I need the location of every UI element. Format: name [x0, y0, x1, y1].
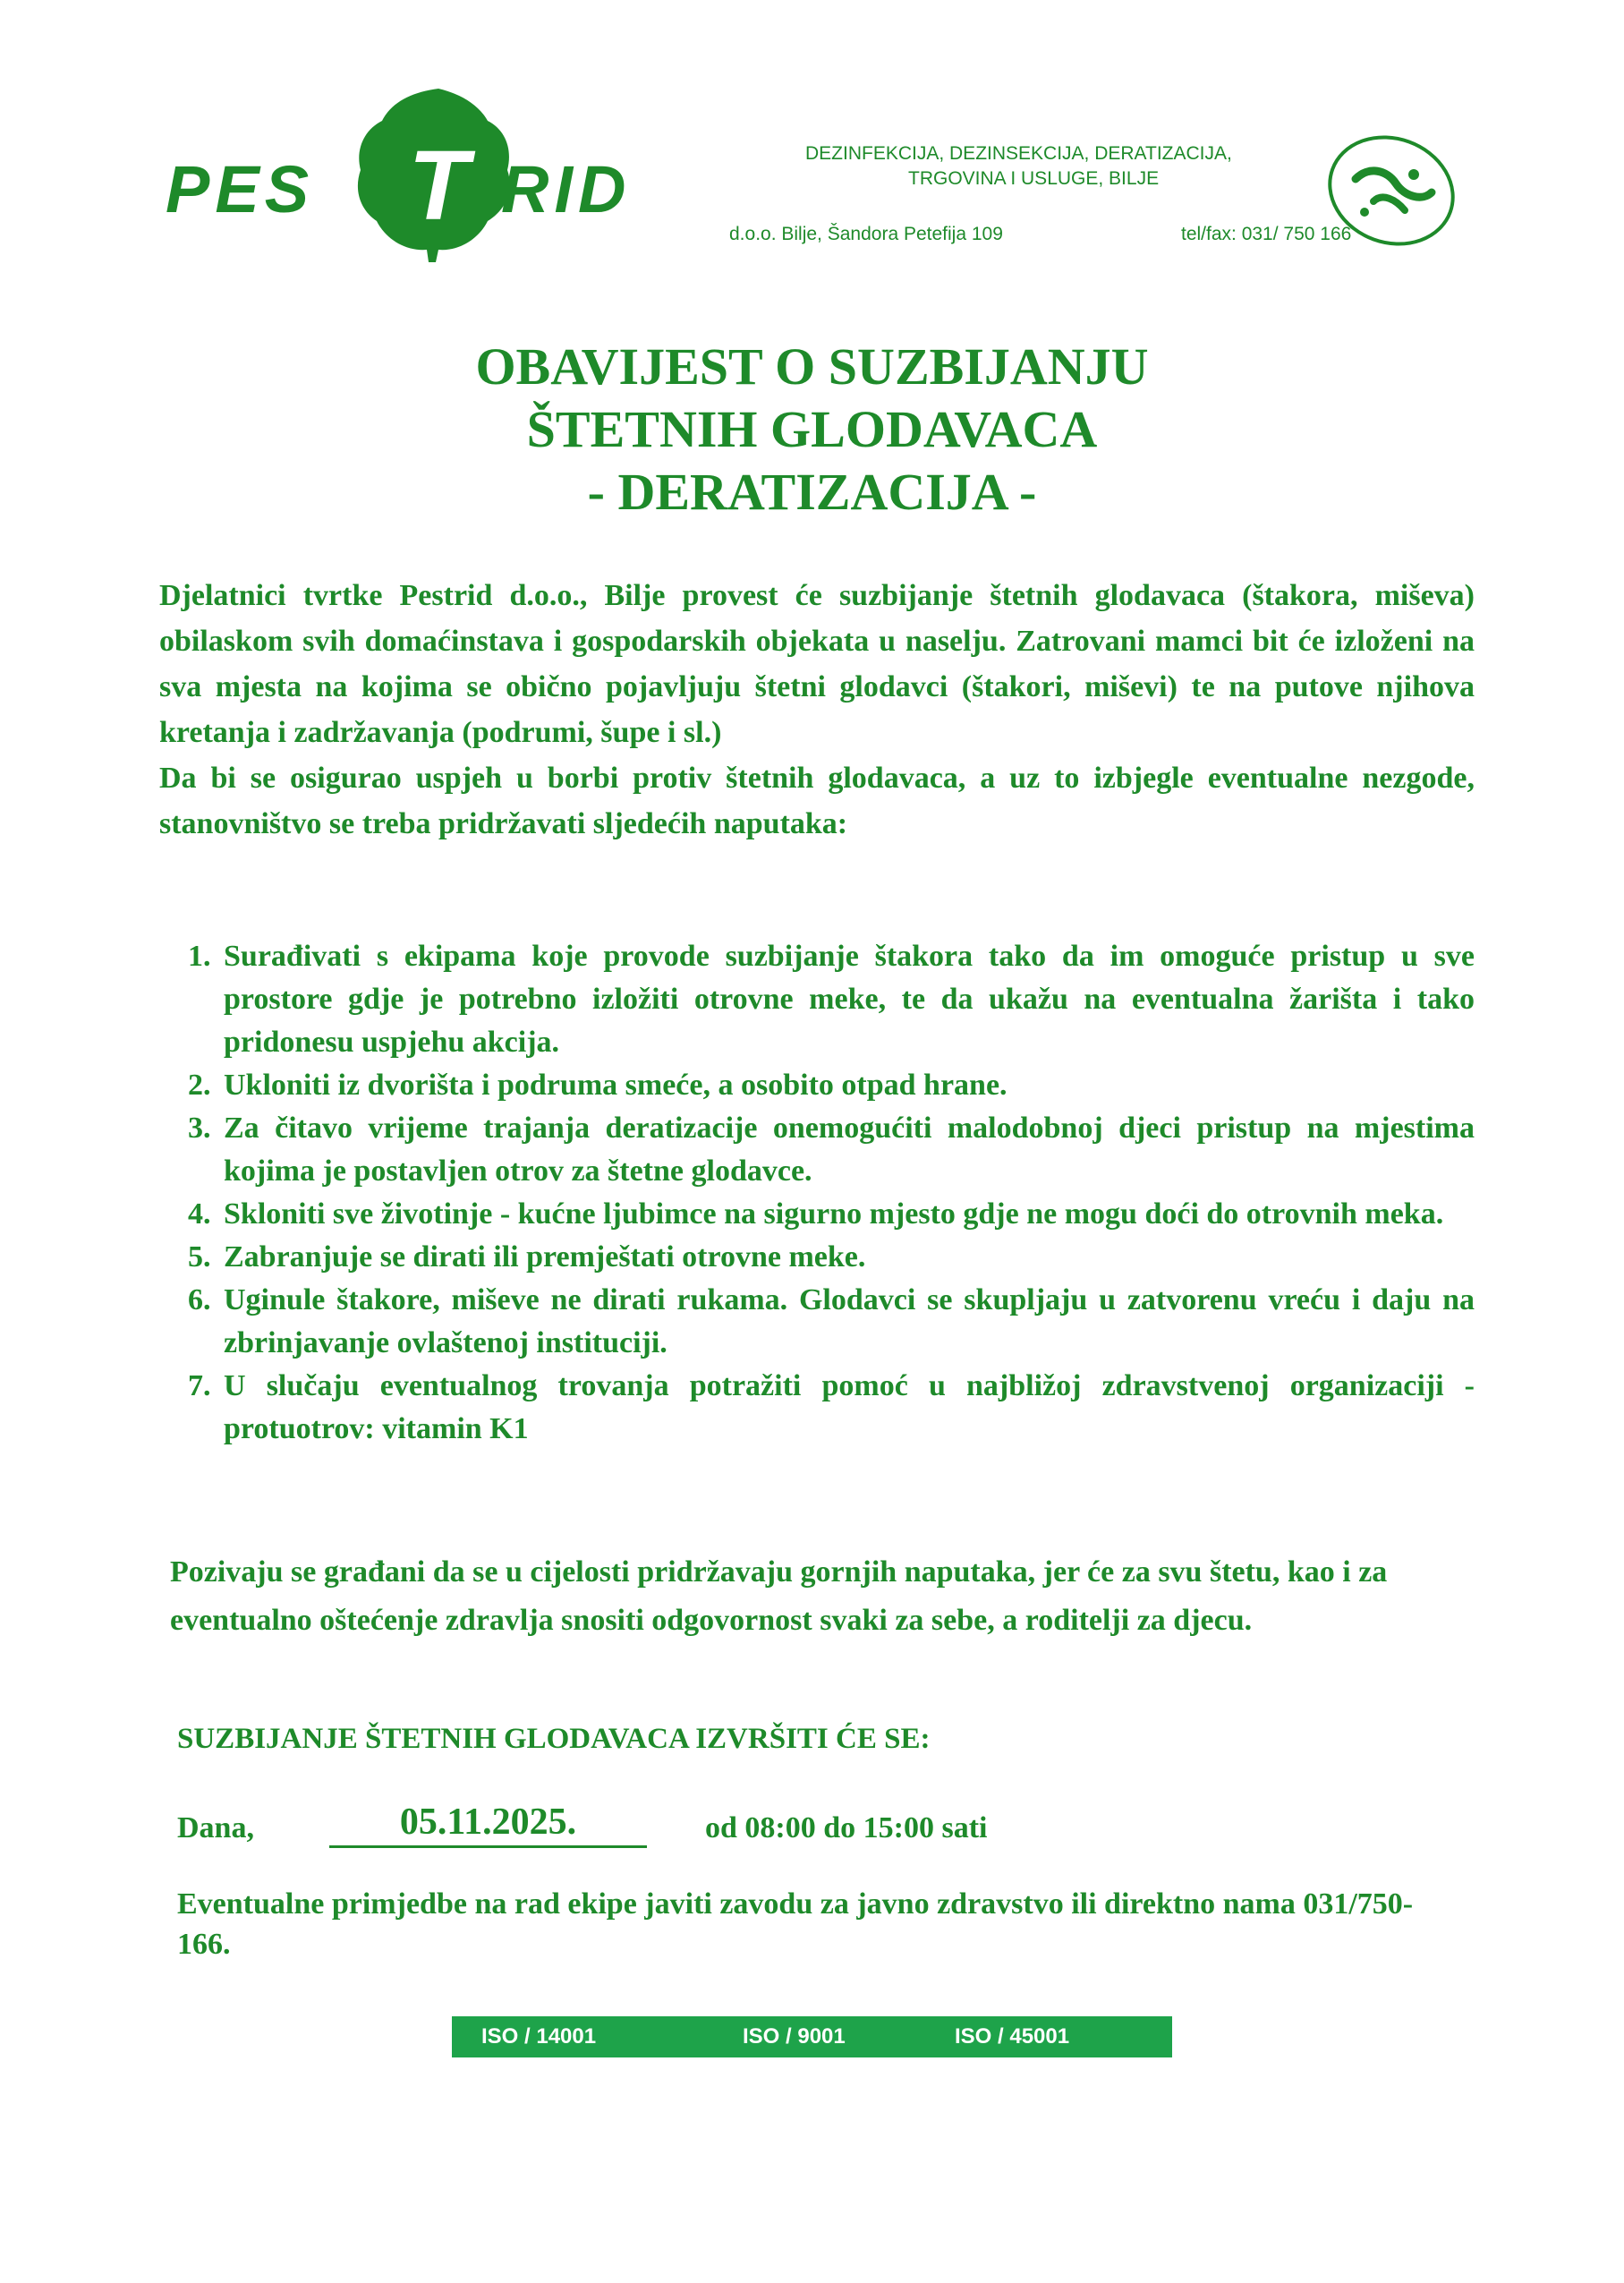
notice-title	[0, 336, 1624, 524]
list-item-number: 5.	[188, 1240, 211, 1274]
title-line-3: - DERATIZACIJA -	[587, 463, 1037, 521]
list-item-text: U slučaju eventualnog trovanja potražiti pomoć u najbližoj zdravstvenoj organizaciji - protuotrov: vitamin K1	[224, 1369, 1475, 1445]
list-item	[174, 935, 1475, 1064]
list-item-number: 7.	[188, 1369, 211, 1402]
list-item-number: 1.	[188, 940, 211, 973]
services-line-1: DEZINFEKCIJA, DEZINSEKCIJA, DERATIZACIJA,	[805, 143, 1232, 164]
list-item	[174, 1107, 1475, 1193]
logo-text-right: RID	[501, 152, 632, 226]
list-item	[174, 1064, 1475, 1107]
list-item	[174, 1236, 1475, 1279]
appeal-paragraph: Pozivaju se građani da se u cijelosti pridržavaju gornjih naputaka, jer će za svu štetu, kao i za eventualno oštećenje zdravlja snositi odgovornost svaki za sebe, a roditelji za djecu.	[170, 1555, 1388, 1637]
company-address: d.o.o. Bilje, Šandora Petefija 109	[729, 224, 1003, 244]
certification-iso-9001: ISO / 9001	[743, 2024, 846, 2049]
schedule-date-row	[177, 1799, 1251, 1853]
certification-iso-45001: ISO / 45001	[955, 2024, 1070, 2049]
intro-paragraph-1: Djelatnici tvrtke Pestrid d.o.o., Bilje provest će suzbijanje štetnih glodavaca (štakora, miševa) obilaskom svih domaćinstava i gospodarskih objekata u naselju. Zatrovani mamci bit će izloženi na sva mjesta na kojima se obično pojavljuju štetni glodavci (štakori, miševi) te na putove njihova kretanja i zadržavanja (podrumi, šupe i sl.)	[159, 579, 1475, 749]
company-phone: tel/fax: 031/ 750 166	[1181, 224, 1352, 244]
list-item-number: 4.	[188, 1197, 211, 1231]
logo-letter-t	[385, 134, 492, 233]
list-item-number: 2.	[188, 1069, 211, 1102]
list-item	[174, 1365, 1475, 1451]
date-label: Dana,	[177, 1811, 254, 1844]
list-item	[174, 1279, 1475, 1365]
logo-center-letter: T	[408, 134, 469, 233]
list-item-text: Zabranjuje se dirati ili premještati otrovne meke.	[224, 1240, 866, 1274]
intro-text	[159, 573, 1475, 847]
date-value: 05.11.2025.	[329, 1799, 647, 1848]
intro-paragraph-2: Da bi se osigurao uspjeh u borbi protiv štetnih glodavaca, a uz to izbjegle eventualne nezgode, stanovništvo se treba pridržavati sljedećih naputaka:	[159, 762, 1475, 840]
list-item-text: Skloniti sve životinje - kućne ljubimce na sigurno mjesto gdje ne mogu doći do otrovnih meka.	[224, 1197, 1444, 1231]
instructions-list	[174, 935, 1475, 1451]
remarks-paragraph: Eventualne primjedbe na rad ekipe javiti zavodu za javno zdravstvo ili direktno nama 031/750-166.	[177, 1887, 1414, 1961]
time-range: od 08:00 do 15:00 sati	[705, 1811, 988, 1844]
list-item-text: Uginule štakore, miševe ne dirati rukama. Glodavci se skupljaju u zatvorenu vreću i daju na zbrinjavanje ovlaštenoj instituciji.	[224, 1283, 1475, 1359]
list-item-text: Surađivati s ekipama koje provode suzbijanje štakora tako da im omoguće pristup u sve prostore gdje je potrebno izložiti otrovne meke, te da ukažu na eventualna žarišta i tako pridonesu uspjehu akcija.	[224, 940, 1475, 1059]
services-line-2: TRGOVINA I USLUGE, BILJE	[908, 168, 1160, 189]
list-item-number: 6.	[188, 1283, 211, 1316]
stylized-mark-icon	[1324, 130, 1458, 251]
list-item-number: 3.	[188, 1112, 211, 1145]
title-line-1: OBAVIJEST O SUZBIJANJU	[475, 337, 1149, 396]
title-line-2: ŠTETNIH GLODAVACA	[526, 400, 1098, 458]
list-item-text: Za čitavo vrijeme trajanja deratizacije onemogućiti malodobnoj djeci pristup na mjestima kojima je postavljen otrov za štetne glodavce.	[224, 1112, 1475, 1188]
list-item	[174, 1193, 1475, 1236]
logo-text-left: PES	[166, 152, 315, 226]
list-item-text: Ukloniti iz dvorišta i podruma smeće, a osobito otpad hrane.	[224, 1069, 1008, 1102]
certification-bar	[452, 2016, 1172, 2057]
certification-iso-14001: ISO / 14001	[481, 2024, 597, 2049]
schedule-heading: SUZBIJANJE ŠTETNIH GLODAVACA IZVRŠITI ĆE SE:	[177, 1723, 931, 1755]
company-logo	[166, 85, 693, 264]
